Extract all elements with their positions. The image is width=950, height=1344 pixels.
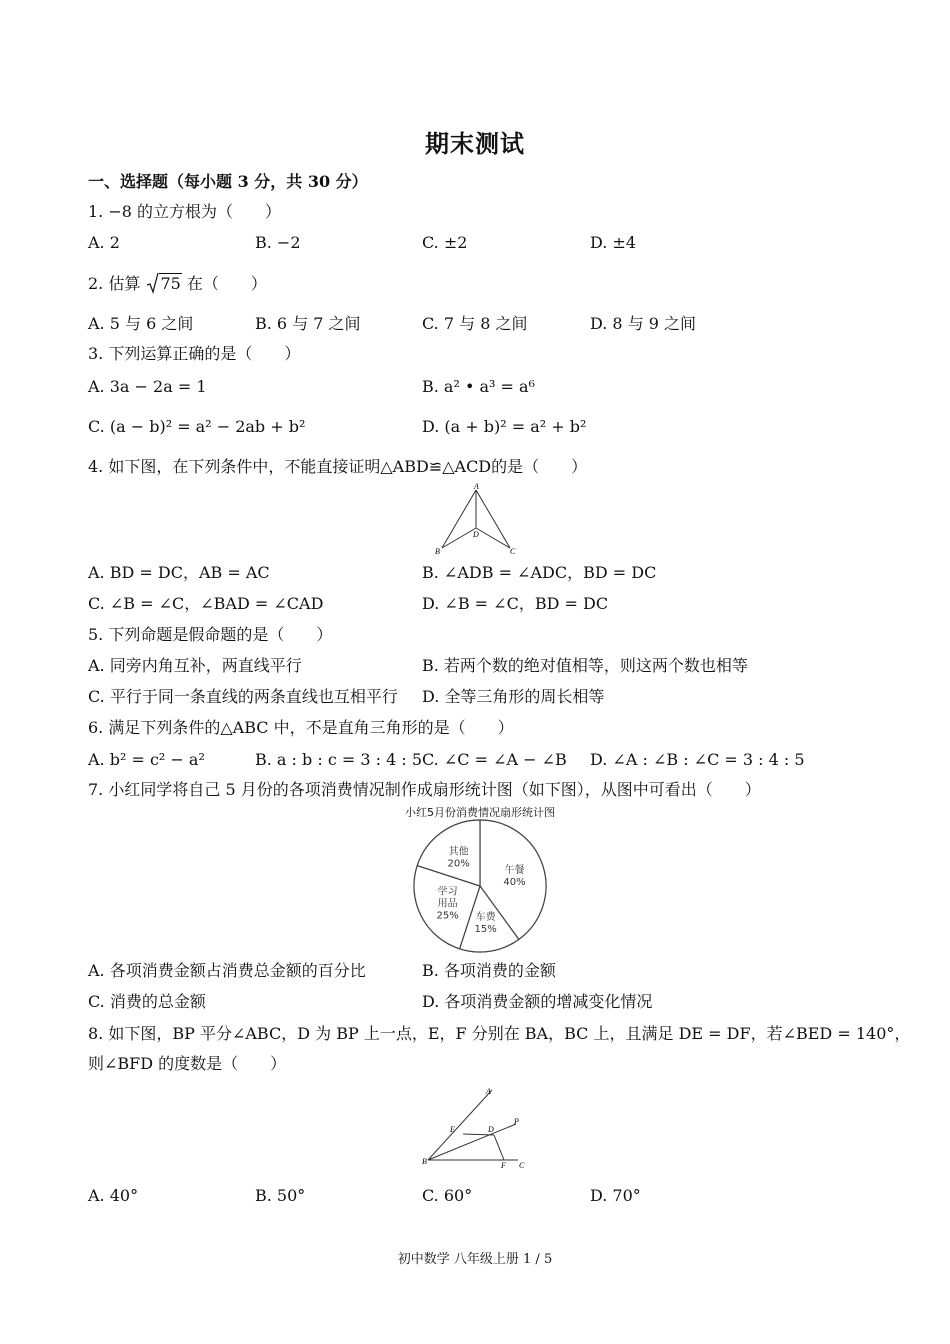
pie-label-0-0: 午餐 <box>504 864 525 876</box>
option-b: B. 6 与 7 之间 <box>255 314 361 333</box>
pie-label-2-0: 学习 <box>437 886 458 898</box>
label-b: B <box>435 547 440 556</box>
option-b: B. −2 <box>255 233 301 252</box>
option-b: B. a : b : c = 3 : 4 : 5 <box>255 750 423 769</box>
option-a: A. 同旁内角互补，两直线平行 <box>88 656 302 675</box>
option-a: A. 40° <box>88 1186 139 1205</box>
option-c: C. ±2 <box>422 233 468 252</box>
label-a: A <box>486 1087 491 1096</box>
label-d: D <box>473 530 479 539</box>
chart-title: 小红5月份消费情况扇形统计图 <box>405 806 555 819</box>
pie-label-1-1: 15% <box>474 923 497 935</box>
sqrt-symbol <box>147 274 181 294</box>
option-a: A. 3a − 2a = 1 <box>88 377 207 396</box>
option-d: D. (a + b)² = a² + b² <box>422 417 587 436</box>
label-a: A <box>474 482 479 491</box>
option-d: D. ∠A : ∠B : ∠C = 3 : 4 : 5 <box>590 750 805 769</box>
page-footer: 初中数学 八年级上册 1 / 5 <box>397 1252 553 1267</box>
pie-label-2-1: 用品 <box>437 898 458 910</box>
question-8-stem-line2: 则∠BFD 的度数是（ ） <box>88 1054 287 1073</box>
question-4-stem: 4. 如下图，在下列条件中，不能直接证明△ABD≌△ACD的是（ ） <box>88 457 588 476</box>
question-6-stem: 6. 满足下列条件的△ABC 中，不是直角三角形的是（ ） <box>88 718 514 737</box>
option-c: C. (a − b)² = a² − 2ab + b² <box>88 417 306 436</box>
label-c: C <box>519 1161 525 1170</box>
pie-label-3-0: 其他 <box>448 846 469 858</box>
option-c: C. 7 与 8 之间 <box>422 314 528 333</box>
question-7-stem: 7. 小红同学将自己 5 月份的各项消费情况制作成扇形统计图（如下图），从图中可看出（ ） <box>88 780 761 799</box>
sqrt-radicand: 75 <box>160 274 181 293</box>
option-a: A. 5 与 6 之间 <box>88 314 194 333</box>
option-b: B. a² • a³ = a⁶ <box>422 377 535 396</box>
label-b: B <box>422 1157 427 1166</box>
option-b: B. 50° <box>255 1186 306 1205</box>
question-2-prefix: 2. 估算 <box>88 274 141 293</box>
question-2-stem <box>88 274 267 294</box>
page-title: 期末测试 <box>425 129 525 158</box>
label-d: D <box>488 1125 494 1134</box>
option-a: A. 2 <box>88 233 120 252</box>
label-c: C <box>510 547 516 556</box>
option-d: D. 70° <box>590 1186 641 1205</box>
label-f: F <box>501 1161 506 1170</box>
question-8-stem-line1: 8. 如下图，BP 平分∠ABC，D 为 BP 上一点，E，F 分别在 BA，BC 上，且满足 DE = DF，若∠BED = 140°， <box>88 1024 911 1043</box>
triangle-figure <box>426 482 526 558</box>
option-d: D. ∠B = ∠C，BD = DC <box>422 594 609 613</box>
option-b: B. ∠ADB = ∠ADC，BD = DC <box>422 563 657 582</box>
option-a: A. b² = c² − a² <box>88 750 205 769</box>
pie-chart-container <box>394 804 566 954</box>
pie-chart <box>394 818 566 954</box>
option-d: D. 各项消费金额的增减变化情况 <box>422 992 653 1011</box>
question-2-suffix: 在（ ） <box>186 274 267 293</box>
pie-label-0-1: 40% <box>503 876 526 888</box>
option-b: B. 各项消费的金额 <box>422 961 556 980</box>
option-b: B. 若两个数的绝对值相等，则这两个数也相等 <box>422 656 748 675</box>
question-3-stem: 3. 下列运算正确的是（ ） <box>88 344 301 363</box>
pie-label-2-2: 25% <box>436 910 459 922</box>
section-heading: 一、选择题（每小题 3 分，共 30 分） <box>88 172 368 191</box>
option-c: C. ∠C = ∠A − ∠B <box>422 750 567 769</box>
option-c: C. 平行于同一条直线的两条直线也互相平行 <box>88 687 398 706</box>
angle-bisector-figure <box>418 1084 534 1174</box>
option-c: C. 60° <box>422 1186 473 1205</box>
option-c: C. ∠B = ∠C，∠BAD = ∠CAD <box>88 594 324 613</box>
option-c: C. 消费的总金额 <box>88 992 206 1011</box>
pie-label-1-0: 车费 <box>475 911 496 923</box>
question-5-stem: 5. 下列命题是假命题的是（ ） <box>88 625 333 644</box>
pie-label-3-1: 20% <box>447 858 470 870</box>
option-a: A. 各项消费金额占消费总金额的百分比 <box>88 961 366 980</box>
option-d: D. ±4 <box>590 233 637 252</box>
option-a: A. BD = DC，AB = AC <box>88 563 270 582</box>
label-e: E <box>450 1125 455 1134</box>
question-1-stem: 1. −8 的立方根为（ ） <box>88 202 282 221</box>
label-p: P <box>514 1117 519 1126</box>
option-d: D. 8 与 9 之间 <box>590 314 697 333</box>
option-d: D. 全等三角形的周长相等 <box>422 687 605 706</box>
